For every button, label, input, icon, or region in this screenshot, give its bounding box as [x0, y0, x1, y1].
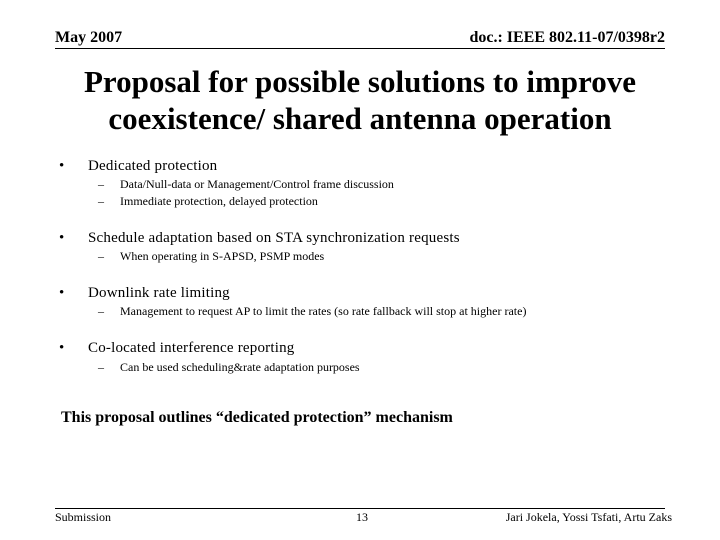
- bullet-marker: •: [59, 230, 65, 246]
- footer-submission: Submission: [55, 510, 112, 524]
- bullet-marker: •: [59, 340, 65, 356]
- footer-divider: [55, 508, 665, 509]
- sub-bullet-marker: –: [98, 194, 104, 208]
- slide-title-line-2: coexistence/ shared antenna operation: [108, 101, 612, 136]
- header-date: May 2007: [55, 29, 123, 46]
- sub-bullet-marker: –: [98, 249, 104, 263]
- bullet-text: Downlink rate limiting: [88, 285, 230, 301]
- slide-title-line-1: Proposal for possible solutions to improve: [83, 64, 637, 99]
- footer-authors: Jari Jokela, Yossi Tsfati, Artu Zaks: [505, 510, 672, 524]
- sub-bullet-marker: –: [98, 177, 104, 191]
- sub-bullet-marker: –: [98, 304, 104, 318]
- sub-bullet-text: Can be used scheduling&rate adaptation purposes: [120, 360, 360, 374]
- sub-bullet-text: Data/Null-data or Management/Control frame discussion: [120, 177, 394, 191]
- summary-statement: This proposal outlines “dedicated protection” mechanism: [61, 409, 453, 426]
- bullet-text: Dedicated protection: [88, 158, 218, 174]
- bullet-text: Co-located interference reporting: [88, 340, 295, 356]
- sub-bullet-text: Management to request AP to limit the rates (so rate fallback will stop at higher rate): [120, 304, 527, 318]
- header-document-id: doc.: IEEE 802.11-07/0398r2: [469, 29, 665, 46]
- sub-bullet-text: When operating in S-APSD, PSMP modes: [120, 249, 325, 263]
- bullet-marker: •: [59, 285, 65, 301]
- footer-page-number: 13: [356, 510, 368, 524]
- sub-bullet-text: Immediate protection, delayed protection: [120, 194, 318, 208]
- bullet-marker: •: [59, 158, 65, 174]
- sub-bullet-marker: –: [98, 360, 104, 374]
- bullet-text: Schedule adaptation based on STA synchronization requests: [88, 230, 460, 246]
